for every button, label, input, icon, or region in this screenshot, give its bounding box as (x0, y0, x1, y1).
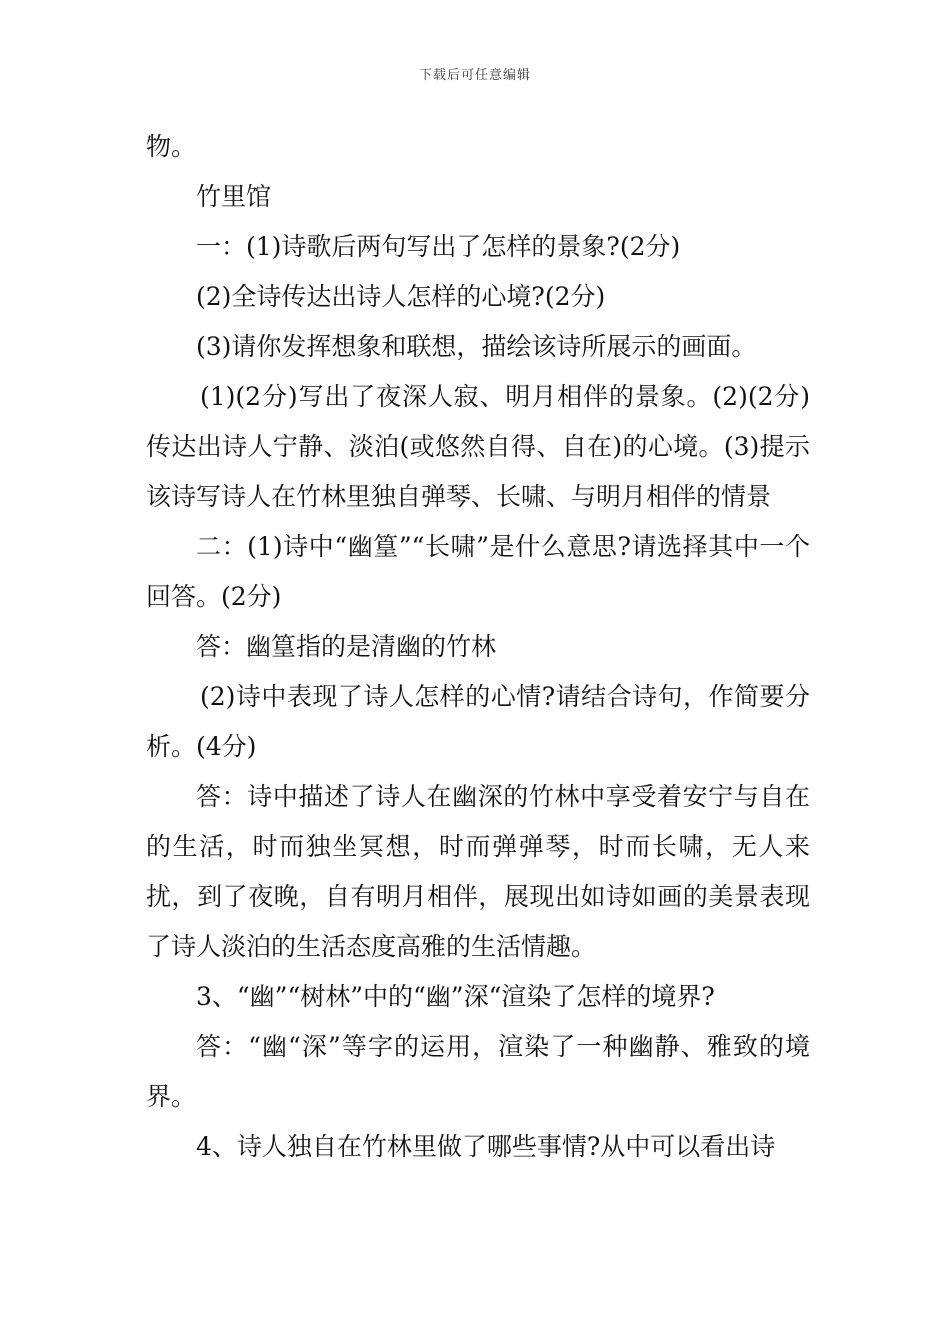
paragraph-a1: (1)(2分)写出了夜深人寂、明月相伴的景象。(2)(2分)传达出诗人宁静、淡泊(或悠然自得、自在)的心境。(3)提示该诗写诗人在竹林里独自弹琴、长啸、与明月相伴的情景 (146, 382, 810, 511)
paragraph-1: 物。 (146, 132, 197, 161)
paragraph-q2-1: 二：(1)诗中“幽篁”“长啸”是什么意思?请选择其中一个回答。(2分) (146, 532, 810, 611)
paragraph-a3: 答：“幽“深”等字的运用，渲染了一种幽静、雅致的境界。 (146, 1032, 810, 1111)
paragraph-q3: 3、“幽”“树林”中的“幽”深“渲染了怎样的境界? (196, 982, 715, 1011)
document-body (146, 122, 810, 1172)
paragraph-q4: 4、诗人独自在竹林里做了哪些事情?从中可以看出诗 (196, 1132, 776, 1161)
paragraph-q1-1: 一：(1)诗歌后两句写出了怎样的景象?(2分) (196, 232, 681, 261)
paragraph-a2-1: 答：幽篁指的是清幽的竹林 (196, 632, 497, 661)
paragraph-q2-2: (2)诗中表现了诗人怎样的心情?请结合诗句，作简要分析。(4分) (146, 682, 810, 761)
paragraph-q1-2: (2)全诗传达出诗人怎样的心境?(2分) (196, 282, 606, 311)
paragraph-poem-title: 竹里馆 (196, 182, 272, 211)
paragraph-a2-2: 答：诗中描述了诗人在幽深的竹林中享受着安宁与自在的生活，时而独坐冥想，时而弹弹琴，时而长啸，无人来扰，到了夜晚，自有明月相伴，展现出如诗如画的美景表现了诗人淡泊的生活态度高雅的生活情趣。 (146, 782, 810, 961)
paragraph-q1-3: (3)请你发挥想象和联想，描绘该诗所展示的画面。 (196, 332, 757, 361)
page-header: 下载后可任意编辑 (418, 68, 531, 83)
